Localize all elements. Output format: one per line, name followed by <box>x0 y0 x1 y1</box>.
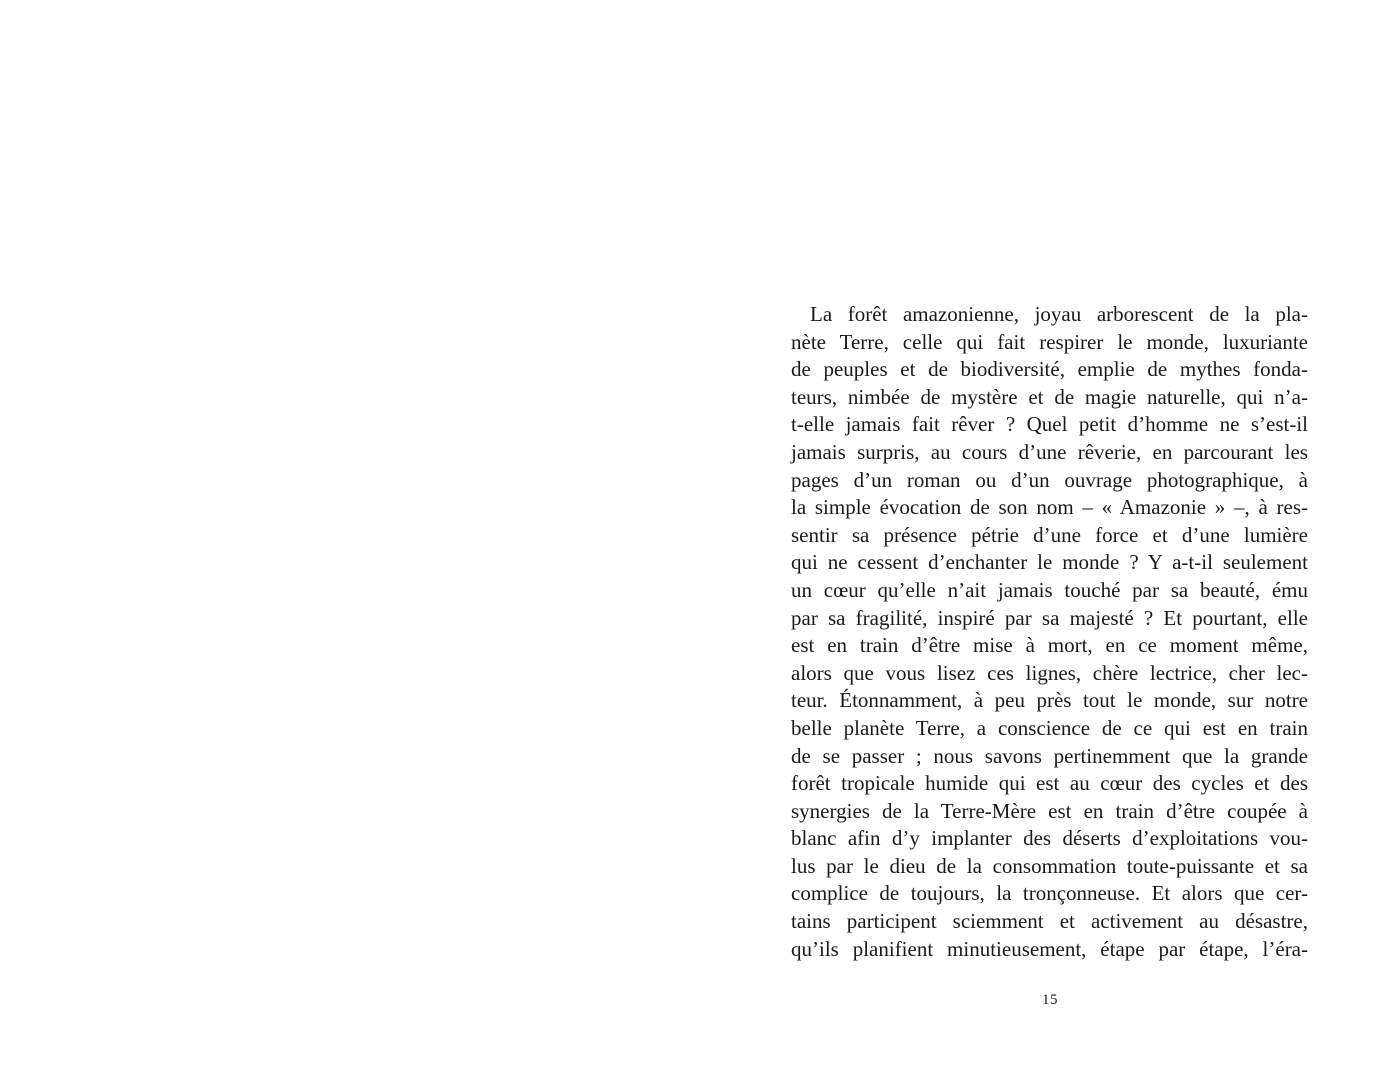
text-line: t-elle jamais fait rêver ? Quel petit d’homme ne s’est-il <box>791 412 1308 437</box>
text-line: forêt tropicale humide qui est au cœur des cycles et des <box>791 771 1308 796</box>
text-line: jamais surpris, au cours d’une rêverie, en parcourant les <box>791 439 1308 464</box>
right-page <box>700 0 1400 1075</box>
text-line: qui ne cessent d’enchanter le monde ? Y a-t-il seulement <box>791 550 1308 575</box>
text-line: qu’ils planifient minutieusement, étape par étape, l’éra- <box>791 936 1308 961</box>
text-line: teur. Étonnamment, à peu près tout le monde, sur notre <box>791 688 1308 713</box>
text-line: belle planète Terre, a conscience de ce qui est en train <box>791 715 1308 740</box>
text-line: de se passer ; nous savons pertinemment que la grande <box>791 743 1308 768</box>
text-line: La forêt amazonienne, joyau arborescent de la pla- <box>810 302 1308 326</box>
text-line: la simple évocation de son nom – « Amazonie » –, à res- <box>791 495 1308 520</box>
text-line: est en train d’être mise à mort, en ce moment même, <box>791 633 1308 658</box>
page-number: 15 <box>1042 992 1058 1008</box>
text-line: sentir sa présence pétrie d’une force et d’une lumière <box>791 522 1308 547</box>
text-line: alors que vous lisez ces lignes, chère lectrice, cher lec- <box>791 660 1308 685</box>
text-line: tains participent sciemment et activement au désastre, <box>791 909 1308 934</box>
text-line: blanc afin d’y implanter des déserts d’exploitations vou- <box>791 826 1308 851</box>
text-line: synergies de la Terre-Mère est en train d’être coupée à <box>791 798 1308 823</box>
text-line: complice de toujours, la tronçonneuse. Et alors que cer- <box>791 881 1308 906</box>
text-line: pages d’un roman ou d’un ouvrage photographique, à <box>791 467 1308 492</box>
text-line: un cœur qu’elle n’ait jamais touché par sa beauté, ému <box>791 577 1308 602</box>
text-line: teurs, nimbée de mystère et de magie naturelle, qui n’a- <box>791 384 1308 409</box>
body-paragraph <box>791 301 1308 963</box>
text-line: nète Terre, celle qui fait respirer le monde, luxuriante <box>791 329 1308 354</box>
text-line: par sa fragilité, inspiré par sa majesté ? Et pourtant, elle <box>791 605 1308 630</box>
text-line: de peuples et de biodiversité, emplie de mythes fonda- <box>791 357 1308 382</box>
text-line: lus par le dieu de la consommation toute-puissante et sa <box>791 853 1308 878</box>
